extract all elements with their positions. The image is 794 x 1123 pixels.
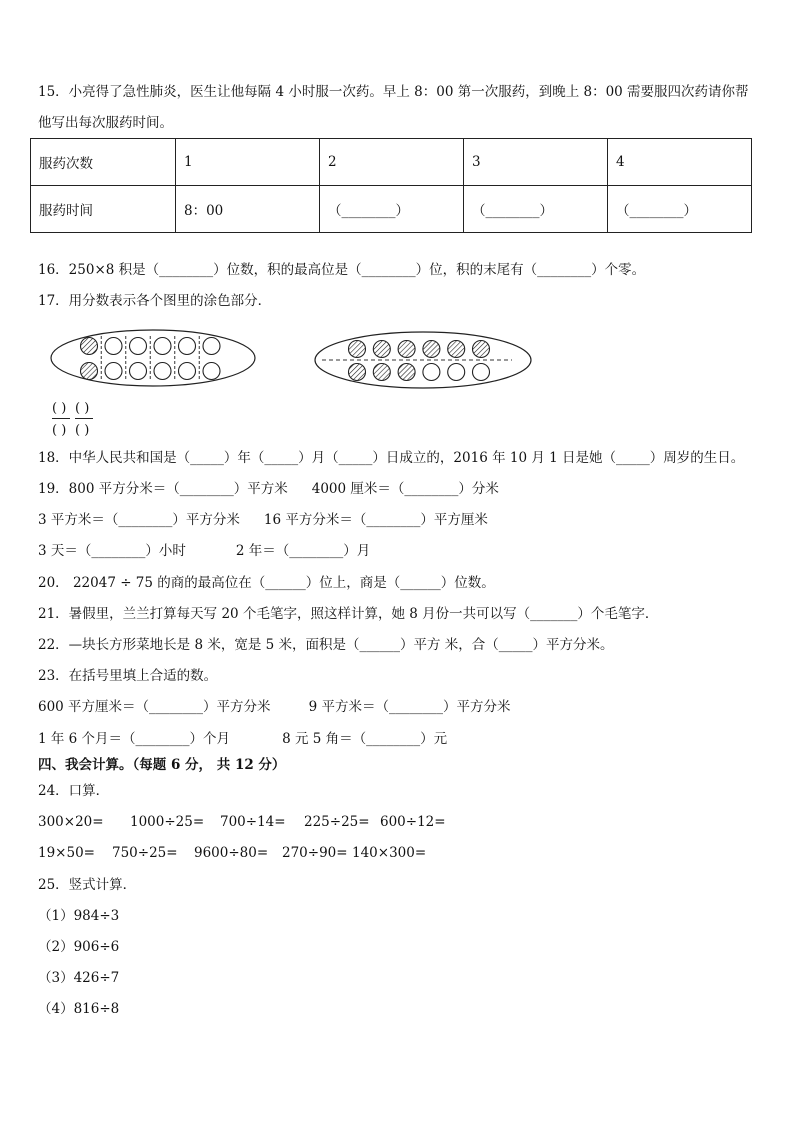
calc-item: 9600÷80= — [194, 845, 269, 861]
calc-item: 225÷25= — [304, 814, 370, 830]
table-cell: 4 — [608, 139, 752, 186]
empty-circle — [130, 363, 147, 380]
fraction-1-bar — [52, 418, 70, 419]
table-cell: 1 — [176, 139, 320, 186]
answer-blank[interactable]: （________） — [464, 186, 608, 233]
q25-item-2: （2）906÷6 — [38, 939, 120, 955]
empty-circle — [179, 338, 196, 355]
q19-item: 3 平方米＝（________）平方分米 — [38, 512, 240, 528]
q23-item: 8 元 5 角＝（________）元 — [282, 731, 448, 747]
calc-item: 270÷90= — [282, 845, 348, 861]
fraction-figures — [0, 0, 794, 400]
fraction-2-bar — [75, 418, 93, 419]
q23-text: 23．在括号里填上合适的数。 — [38, 668, 218, 684]
q15-line2: 他写出每次服药时间。 — [38, 115, 173, 131]
calc-item: 750÷25= — [112, 845, 178, 861]
figure-1-ellipse-group — [51, 330, 255, 386]
empty-circle — [154, 338, 171, 355]
calc-item: 300×20= — [38, 814, 104, 830]
shaded-circle — [349, 364, 366, 381]
q24-text: 24．口算． — [38, 783, 110, 799]
q19-item: 3 天＝（________）小时 — [38, 543, 186, 559]
figure-1-ellipse — [51, 330, 255, 386]
answer-blank[interactable]: （________） — [320, 186, 464, 233]
empty-circle — [179, 363, 196, 380]
shaded-circle — [373, 341, 390, 358]
q23-row1 — [38, 698, 510, 716]
q21-text: 21．暑假里，兰兰打算每天写 20 个毛笔字，照这样计算，她 8 月份一共可以写（_______）个毛笔字． — [38, 606, 659, 622]
calc-item: 700÷14= — [220, 814, 286, 830]
table-cell: 服药次数 — [31, 139, 176, 186]
shaded-circle — [81, 363, 98, 380]
figure-2-ellipse-group — [315, 332, 531, 388]
empty-circle — [130, 338, 147, 355]
empty-circle — [105, 338, 122, 355]
q19-row1 — [38, 480, 499, 498]
q16-text: 16．250×8 积是（________）位数，积的最高位是（________）位，积的末尾有（________）个零。 — [38, 262, 646, 278]
shaded-circle — [448, 341, 465, 358]
q23-item: 600 平方厘米＝（________）平方分米 — [38, 699, 271, 715]
empty-circle — [423, 364, 440, 381]
calc-item: 19×50= — [38, 845, 95, 861]
q18-text: 18．中华人民共和国是（_____）年（_____）月（_____）日成立的，2016 年 10 月 1 日是她（_____）周岁的生日。 — [38, 450, 745, 466]
q19-row2 — [38, 511, 488, 529]
q25-item-4: （4）816÷8 — [38, 1001, 120, 1017]
q25-item-3: （3）426÷7 — [38, 970, 120, 986]
empty-circle — [473, 364, 490, 381]
q19-item: 19．800 平方分米＝（________）平方米 — [38, 481, 288, 497]
fraction-2-denominator[interactable]: ( ) — [75, 423, 90, 438]
q22-text: 22．—块长方形菜地长是 8 米，宽是 5 米，面积是（______）平方 米，合（_____）平方分米。 — [38, 637, 614, 653]
q23-item: 1 年 6 个月＝（________）个月 — [38, 731, 231, 747]
shaded-circle — [349, 341, 366, 358]
q15-line1: 15．小亮得了急性肺炎，医生让他每隔 4 小时服一次药。早上 8：00 第一次服药，到晚上 8：00 需要服四次药请你帮 — [38, 84, 749, 100]
shaded-circle — [473, 341, 490, 358]
section-4-heading: 四、我会计算。（每题 6 分， 共 12 分） — [38, 757, 286, 773]
q19-item: 16 平方分米＝（________）平方厘米 — [263, 512, 488, 528]
fraction-2-numerator[interactable]: ( ) — [75, 401, 90, 416]
table-cell: 3 — [464, 139, 608, 186]
shaded-circle — [81, 338, 98, 355]
q24-row1 — [38, 813, 446, 831]
fraction-1-denominator[interactable]: ( ) — [52, 423, 67, 438]
shaded-circle — [423, 341, 440, 358]
table-cell: 8：00 — [176, 186, 320, 233]
shaded-circle — [398, 364, 415, 381]
q17-text: 17．用分数表示各个图里的涂色部分． — [38, 293, 272, 309]
fraction-1-numerator[interactable]: ( ) — [52, 401, 67, 416]
empty-circle — [448, 364, 465, 381]
q23-item: 9 平方米＝（________）平方分米 — [308, 699, 511, 715]
q19-item: 4000 厘米＝（________）分米 — [311, 481, 499, 497]
empty-circle — [105, 363, 122, 380]
calc-item: 1000÷25= — [130, 814, 205, 830]
calc-item: 600÷12= — [380, 814, 446, 830]
shaded-circle — [398, 341, 415, 358]
calc-item: 140×300= — [352, 845, 427, 861]
q24-row2 — [38, 844, 426, 862]
shaded-circle — [373, 364, 390, 381]
empty-circle — [154, 363, 171, 380]
answer-blank[interactable]: （________） — [608, 186, 752, 233]
q25-text: 25．竖式计算． — [38, 877, 137, 893]
empty-circle — [203, 338, 220, 355]
q25-item-1: （1）984÷3 — [38, 908, 120, 924]
q19-row3 — [38, 542, 370, 560]
table-cell: 2 — [320, 139, 464, 186]
q23-row2 — [38, 730, 447, 748]
q20-text: 20． 22047 ÷ 75 的商的最高位在（______）位上，商是（______）位数。 — [38, 575, 495, 591]
table-cell: 服药时间 — [31, 186, 176, 233]
q19-item: 2 年＝（________）月 — [235, 543, 371, 559]
empty-circle — [203, 363, 220, 380]
